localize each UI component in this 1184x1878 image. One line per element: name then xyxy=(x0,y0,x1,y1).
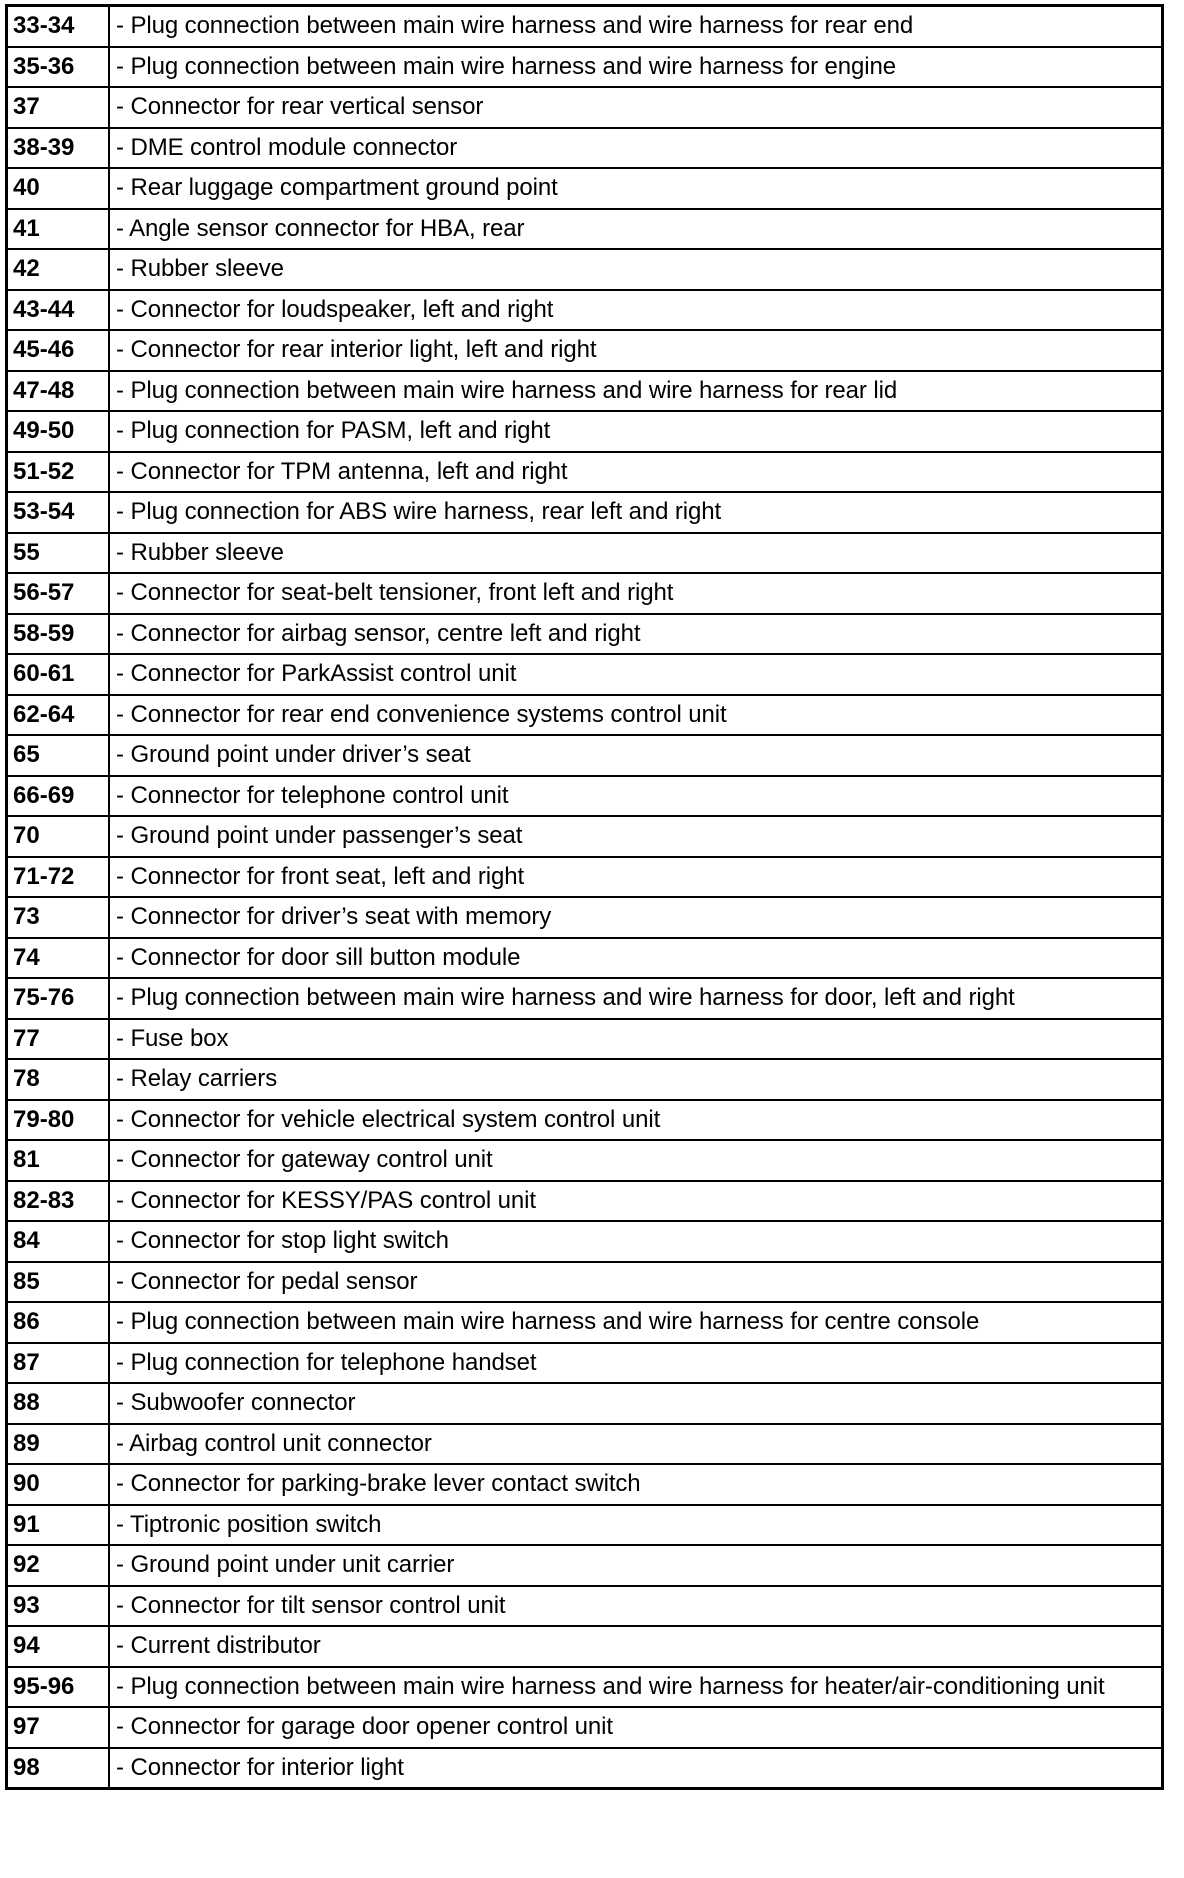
legend-row xyxy=(7,1464,1163,1505)
item-description: - Connector for ParkAssist control unit xyxy=(109,654,1163,695)
item-number: 98 xyxy=(7,1748,110,1789)
legend-row xyxy=(7,330,1163,371)
item-description: - Airbag control unit connector xyxy=(109,1424,1163,1465)
item-description: - Connector for interior light xyxy=(109,1748,1163,1789)
item-number: 73 xyxy=(7,897,110,938)
item-description: - Connector for gateway control unit xyxy=(109,1140,1163,1181)
legend-row xyxy=(7,1100,1163,1141)
legend-row xyxy=(7,1343,1163,1384)
item-description: - Plug connection between main wire harness and wire harness for heater/air-conditioning unit xyxy=(109,1667,1163,1708)
legend-row xyxy=(7,1019,1163,1060)
legend-row xyxy=(7,1140,1163,1181)
legend-row xyxy=(7,1545,1163,1586)
item-description: - Connector for rear interior light, left and right xyxy=(109,330,1163,371)
item-number: 49-50 xyxy=(7,411,110,452)
item-number: 47-48 xyxy=(7,371,110,412)
item-description: - Ground point under passenger’s seat xyxy=(109,816,1163,857)
item-description: - Plug connection between main wire harness and wire harness for door, left and right xyxy=(109,978,1163,1019)
legend-row xyxy=(7,290,1163,331)
item-description: - Plug connection for PASM, left and right xyxy=(109,411,1163,452)
legend-row xyxy=(7,87,1163,128)
item-number: 35-36 xyxy=(7,47,110,88)
item-number: 70 xyxy=(7,816,110,857)
item-description: - Relay carriers xyxy=(109,1059,1163,1100)
legend-row xyxy=(7,168,1163,209)
item-number: 91 xyxy=(7,1505,110,1546)
legend-row xyxy=(7,776,1163,817)
legend-row xyxy=(7,816,1163,857)
legend-row xyxy=(7,1748,1163,1789)
item-description: - Connector for vehicle electrical system control unit xyxy=(109,1100,1163,1141)
item-description: - Plug connection for telephone handset xyxy=(109,1343,1163,1384)
item-number: 56-57 xyxy=(7,573,110,614)
item-number: 62-64 xyxy=(7,695,110,736)
component-legend-table xyxy=(5,4,1164,1790)
item-number: 40 xyxy=(7,168,110,209)
legend-row xyxy=(7,1586,1163,1627)
item-description: - Connector for stop light switch xyxy=(109,1221,1163,1262)
item-number: 86 xyxy=(7,1302,110,1343)
item-number: 92 xyxy=(7,1545,110,1586)
item-number: 90 xyxy=(7,1464,110,1505)
item-number: 37 xyxy=(7,87,110,128)
item-number: 82-83 xyxy=(7,1181,110,1222)
legend-row xyxy=(7,938,1163,979)
item-number: 53-54 xyxy=(7,492,110,533)
item-description: - Connector for rear end convenience systems control unit xyxy=(109,695,1163,736)
item-number: 55 xyxy=(7,533,110,574)
legend-row xyxy=(7,1221,1163,1262)
legend-row xyxy=(7,1383,1163,1424)
item-number: 33-34 xyxy=(7,6,110,47)
item-description: - Tiptronic position switch xyxy=(109,1505,1163,1546)
item-number: 65 xyxy=(7,735,110,776)
item-number: 87 xyxy=(7,1343,110,1384)
item-number: 85 xyxy=(7,1262,110,1303)
item-number: 75-76 xyxy=(7,978,110,1019)
item-number: 60-61 xyxy=(7,654,110,695)
item-description: - Subwoofer connector xyxy=(109,1383,1163,1424)
legend-row xyxy=(7,128,1163,169)
legend-row xyxy=(7,1302,1163,1343)
legend-row xyxy=(7,1505,1163,1546)
legend-row xyxy=(7,533,1163,574)
item-description: - Plug connection for ABS wire harness, rear left and right xyxy=(109,492,1163,533)
item-description: - Plug connection between main wire harness and wire harness for rear lid xyxy=(109,371,1163,412)
item-description: - Rubber sleeve xyxy=(109,249,1163,290)
item-description: - Connector for telephone control unit xyxy=(109,776,1163,817)
item-description: - Plug connection between main wire harness and wire harness for centre console xyxy=(109,1302,1163,1343)
legend-row xyxy=(7,1667,1163,1708)
legend-row xyxy=(7,1626,1163,1667)
item-description: - Angle sensor connector for HBA, rear xyxy=(109,209,1163,250)
legend-row xyxy=(7,452,1163,493)
item-number: 97 xyxy=(7,1707,110,1748)
item-description: - Connector for seat-belt tensioner, front left and right xyxy=(109,573,1163,614)
legend-row xyxy=(7,411,1163,452)
legend-row xyxy=(7,735,1163,776)
item-description: - Connector for driver’s seat with memory xyxy=(109,897,1163,938)
item-number: 89 xyxy=(7,1424,110,1465)
item-number: 51-52 xyxy=(7,452,110,493)
item-description: - Connector for door sill button module xyxy=(109,938,1163,979)
item-description: - Connector for tilt sensor control unit xyxy=(109,1586,1163,1627)
item-number: 77 xyxy=(7,1019,110,1060)
legend-row xyxy=(7,1262,1163,1303)
item-number: 79-80 xyxy=(7,1100,110,1141)
item-number: 95-96 xyxy=(7,1667,110,1708)
legend-row xyxy=(7,1059,1163,1100)
item-description: - Connector for KESSY/PAS control unit xyxy=(109,1181,1163,1222)
item-number: 41 xyxy=(7,209,110,250)
legend-row xyxy=(7,492,1163,533)
legend-row xyxy=(7,1181,1163,1222)
legend-body xyxy=(7,6,1163,1789)
item-description: - Connector for parking-brake lever contact switch xyxy=(109,1464,1163,1505)
legend-row xyxy=(7,614,1163,655)
item-description: - Connector for front seat, left and right xyxy=(109,857,1163,898)
legend-row xyxy=(7,6,1163,47)
item-description: - Connector for TPM antenna, left and right xyxy=(109,452,1163,493)
item-description: - Connector for airbag sensor, centre left and right xyxy=(109,614,1163,655)
item-number: 38-39 xyxy=(7,128,110,169)
item-number: 71-72 xyxy=(7,857,110,898)
item-number: 78 xyxy=(7,1059,110,1100)
item-number: 93 xyxy=(7,1586,110,1627)
item-description: - Rubber sleeve xyxy=(109,533,1163,574)
legend-row xyxy=(7,249,1163,290)
item-number: 43-44 xyxy=(7,290,110,331)
legend-row xyxy=(7,573,1163,614)
item-number: 74 xyxy=(7,938,110,979)
item-description: - Connector for loudspeaker, left and right xyxy=(109,290,1163,331)
item-description: - Connector for garage door opener control unit xyxy=(109,1707,1163,1748)
item-number: 66-69 xyxy=(7,776,110,817)
item-description: - Connector for pedal sensor xyxy=(109,1262,1163,1303)
legend-row xyxy=(7,897,1163,938)
item-description: - Plug connection between main wire harness and wire harness for rear end xyxy=(109,6,1163,47)
item-description: - Connector for rear vertical sensor xyxy=(109,87,1163,128)
item-number: 58-59 xyxy=(7,614,110,655)
legend-row xyxy=(7,1424,1163,1465)
legend-row xyxy=(7,978,1163,1019)
legend-row xyxy=(7,371,1163,412)
item-description: - Ground point under unit carrier xyxy=(109,1545,1163,1586)
item-description: - Rear luggage compartment ground point xyxy=(109,168,1163,209)
legend-row xyxy=(7,695,1163,736)
item-description: - Ground point under driver’s seat xyxy=(109,735,1163,776)
item-number: 45-46 xyxy=(7,330,110,371)
legend-row xyxy=(7,209,1163,250)
item-number: 81 xyxy=(7,1140,110,1181)
legend-row xyxy=(7,654,1163,695)
legend-row xyxy=(7,857,1163,898)
item-description: - Plug connection between main wire harness and wire harness for engine xyxy=(109,47,1163,88)
item-description: - DME control module connector xyxy=(109,128,1163,169)
item-number: 94 xyxy=(7,1626,110,1667)
item-description: - Fuse box xyxy=(109,1019,1163,1060)
item-number: 88 xyxy=(7,1383,110,1424)
item-description: - Current distributor xyxy=(109,1626,1163,1667)
item-number: 42 xyxy=(7,249,110,290)
legend-row xyxy=(7,1707,1163,1748)
item-number: 84 xyxy=(7,1221,110,1262)
legend-row xyxy=(7,47,1163,88)
